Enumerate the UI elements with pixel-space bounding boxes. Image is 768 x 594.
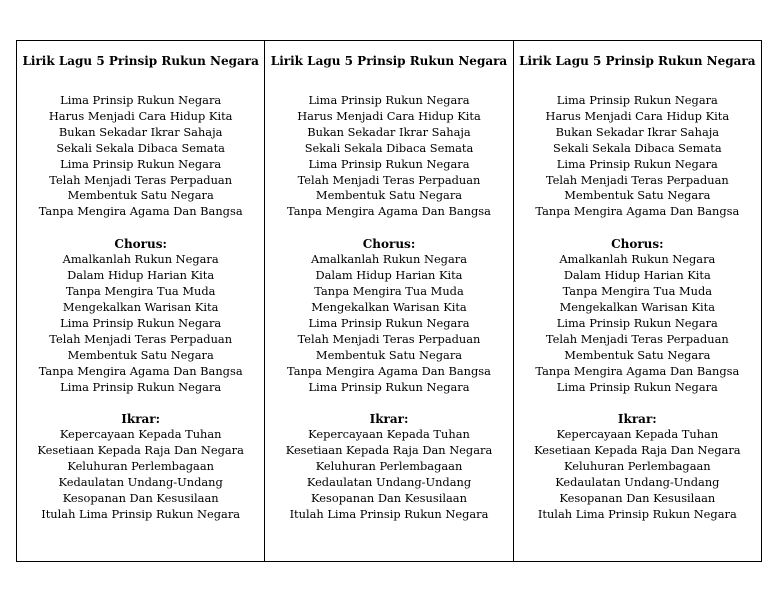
ikrar-line: Kedaulatan Undang-Undang	[58, 475, 223, 490]
verse-line: Lima Prinsip Rukun Negara	[308, 156, 470, 171]
ikrar-line: Kedaulatan Undang-Undang	[555, 475, 720, 490]
chorus-line: Amalkanlah Rukun Negara	[559, 252, 716, 267]
chorus-line: Tanpa Mengira Tua Muda	[562, 284, 713, 299]
ikrar-line: Itulah Lima Prinsip Rukun Negara	[41, 506, 241, 521]
verse-section	[514, 93, 761, 220]
chorus-line: Lima Prinsip Rukun Negara	[308, 379, 470, 394]
chorus-line: Tanpa Mengira Tua Muda	[65, 284, 216, 299]
chorus-line: Dalam Hidup Harian Kita	[67, 268, 215, 283]
ikrar-line: Kesetiaan Kepada Raja Dan Negara	[285, 443, 493, 458]
chorus-line: Membentuk Satu Negara	[564, 347, 711, 362]
verse-line: Harus Menjadi Cara Hidup Kita	[545, 108, 730, 123]
chorus-line: Lima Prinsip Rukun Negara	[60, 315, 222, 330]
column-title: Lirik Lagu 5 Prinsip Rukun Negara	[22, 54, 259, 68]
ikrar-line: Keluhuran Perlembagaan	[315, 459, 463, 474]
ikrar-section	[514, 411, 761, 522]
verse-line: Telah Menjadi Teras Perpaduan	[297, 172, 481, 187]
verse-line: Telah Menjadi Teras Perpaduan	[49, 172, 233, 187]
verse-line: Membentuk Satu Negara	[315, 188, 463, 203]
ikrar-section	[17, 411, 264, 522]
chorus-line: Membentuk Satu Negara	[315, 347, 463, 362]
verse-line: Lima Prinsip Rukun Negara	[556, 93, 718, 107]
ikrar-line: Itulah Lima Prinsip Rukun Negara	[537, 506, 737, 521]
chorus-line: Mengekalkan Warisan Kita	[311, 299, 467, 314]
ikrar-line: Kepercayaan Kepada Tuhan	[556, 427, 719, 442]
chorus-section	[514, 236, 761, 395]
ikrar-line: Kesopanan Dan Kesusilaan	[62, 491, 219, 506]
verse-line: Telah Menjadi Teras Perpaduan	[545, 172, 729, 187]
chorus-line: Lima Prinsip Rukun Negara	[60, 379, 222, 394]
verse-line: Sekali Sekala Dibaca Semata	[553, 140, 722, 155]
chorus-section	[17, 236, 264, 395]
verse-line: Harus Menjadi Cara Hidup Kita	[297, 108, 481, 123]
ikrar-line: Kesetiaan Kepada Raja Dan Negara	[534, 443, 741, 458]
chorus-line: Tanpa Mengira Agama Dan Bangsa	[38, 363, 243, 378]
ikrar-line: Kesopanan Dan Kesusilaan	[559, 491, 716, 506]
chorus-line: Membentuk Satu Negara	[67, 347, 214, 362]
chorus-line: Telah Menjadi Teras Perpaduan	[297, 331, 481, 346]
chorus-line: Telah Menjadi Teras Perpaduan	[49, 331, 233, 346]
lyrics-column-1	[17, 41, 265, 561]
verse-line: Bukan Sekadar Ikrar Sahaja	[58, 124, 223, 139]
chorus-line: Amalkanlah Rukun Negara	[62, 252, 219, 267]
verse-line: Membentuk Satu Negara	[67, 188, 214, 203]
ikrar-line: Kepercayaan Kepada Tuhan	[59, 427, 222, 442]
verse-line: Sekali Sekala Dibaca Semata	[304, 140, 474, 155]
chorus-line: Dalam Hidup Harian Kita	[315, 268, 463, 283]
chorus-line: Tanpa Mengira Agama Dan Bangsa	[535, 363, 740, 378]
chorus-section	[265, 236, 512, 395]
chorus-line: Lima Prinsip Rukun Negara	[556, 315, 718, 330]
lyrics-sheet	[16, 40, 762, 562]
chorus-line: Lima Prinsip Rukun Negara	[556, 379, 718, 394]
ikrar-line: Kesetiaan Kepada Raja Dan Negara	[37, 443, 244, 458]
verse-line: Tanpa Mengira Agama Dan Bangsa	[287, 204, 491, 219]
lyrics-column-2	[265, 41, 513, 561]
verse-line: Lima Prinsip Rukun Negara	[556, 156, 718, 171]
chorus-heading: Chorus:	[362, 237, 416, 252]
verse-line: Tanpa Mengira Agama Dan Bangsa	[535, 204, 740, 219]
verse-line: Lima Prinsip Rukun Negara	[60, 93, 222, 107]
verse-line: Tanpa Mengira Agama Dan Bangsa	[38, 204, 243, 219]
verse-line: Lima Prinsip Rukun Negara	[308, 93, 470, 107]
chorus-line: Tanpa Mengira Agama Dan Bangsa	[287, 363, 491, 378]
chorus-heading: Chorus:	[611, 237, 664, 252]
verse-section	[265, 93, 512, 220]
chorus-line: Amalkanlah Rukun Negara	[310, 252, 467, 267]
ikrar-section	[265, 411, 512, 522]
ikrar-heading: Ikrar:	[369, 412, 409, 427]
chorus-line: Dalam Hidup Harian Kita	[563, 268, 711, 283]
column-title: Lirik Lagu 5 Prinsip Rukun Negara	[519, 54, 756, 68]
chorus-heading: Chorus:	[114, 237, 167, 252]
chorus-line: Tanpa Mengira Tua Muda	[314, 284, 464, 299]
ikrar-heading: Ikrar:	[121, 412, 161, 427]
verse-line: Membentuk Satu Negara	[564, 188, 711, 203]
ikrar-line: Itulah Lima Prinsip Rukun Negara	[289, 506, 489, 521]
chorus-line: Telah Menjadi Teras Perpaduan	[545, 331, 729, 346]
column-title: Lirik Lagu 5 Prinsip Rukun Negara	[270, 54, 508, 68]
verse-line: Lima Prinsip Rukun Negara	[60, 156, 222, 171]
chorus-line: Lima Prinsip Rukun Negara	[308, 315, 470, 330]
ikrar-line: Keluhuran Perlembagaan	[67, 459, 214, 474]
verse-line: Sekali Sekala Dibaca Semata	[56, 140, 225, 155]
ikrar-heading: Ikrar:	[617, 412, 657, 427]
verse-line: Bukan Sekadar Ikrar Sahaja	[307, 124, 471, 139]
lyrics-column-3	[514, 41, 761, 561]
ikrar-line: Kesopanan Dan Kesusilaan	[311, 491, 467, 506]
ikrar-line: Keluhuran Perlembagaan	[564, 459, 711, 474]
ikrar-line: Kepercayaan Kepada Tuhan	[308, 427, 470, 442]
chorus-line: Mengekalkan Warisan Kita	[62, 299, 219, 314]
verse-line: Harus Menjadi Cara Hidup Kita	[48, 108, 233, 123]
ikrar-line: Kedaulatan Undang-Undang	[306, 475, 472, 490]
verse-line: Bukan Sekadar Ikrar Sahaja	[555, 124, 720, 139]
chorus-line: Mengekalkan Warisan Kita	[559, 299, 716, 314]
verse-section	[17, 93, 264, 220]
